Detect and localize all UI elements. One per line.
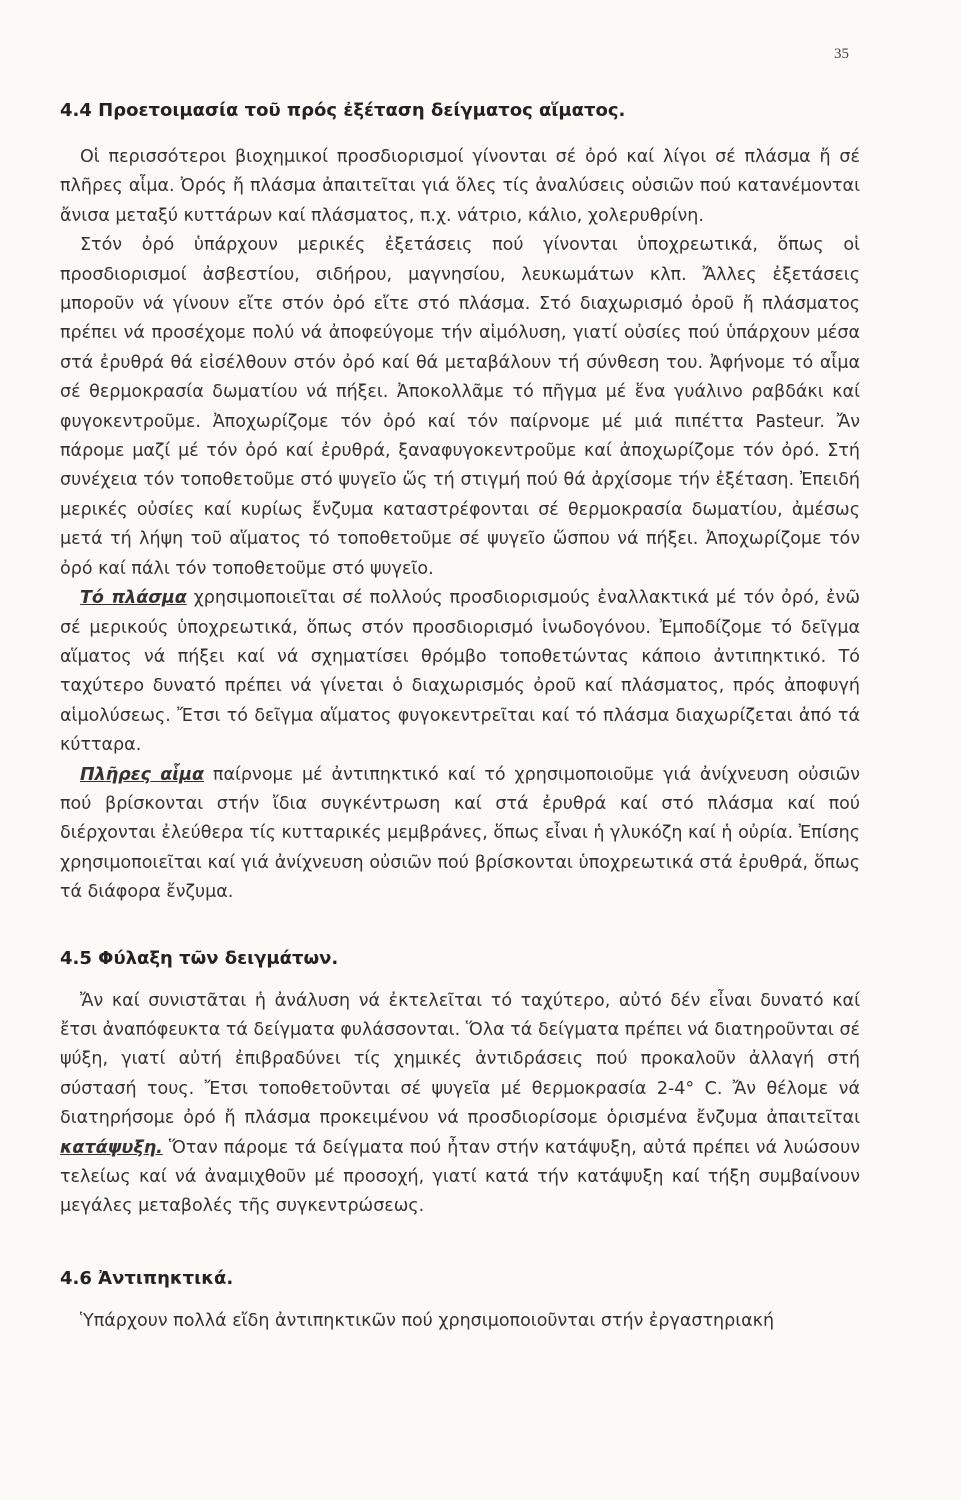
section-4-6-paragraph-1: Ὑπάρχουν πολλά εἴδη ἀντιπηκτικῶν πού χρησιμοποιοῦνται στήν ἐργαστηριακή [80,1310,775,1331]
section-4-4-paragraph-4 [60,761,860,908]
term-plasma: Τό πλάσμα [80,588,187,609]
page-content [60,100,860,1336]
paragraph-3-text: χρησιμοποιεῖται σέ πολλούς προσδιορισμούς ἐναλλακτικά μέ τόν ὀρό, ἐνῶ σέ μερικούς ὑποχρεωτικά, ὅπως στόν προσδιορισμό ἰνωδογόνου. Ἐμποδίζομε τό δεῖγμα αἵματος νά πήξει καί νά σχηματίσει θρόμβο τοποθετώντας κάποιο ἀντιπηκτικό. Τό ταχύτερο δυνατό πρέπει νά γίνεται ὁ διαχωρισμός ὀροῦ καί πλάσματος, πρός ἀποφυγή αἱμολύσεως. Ἔτσι τό δεῖγμα αἵματος φυγοκεντρεῖται καί τό πλάσμα διαχωρίζεται ἀπό τά κύτταρα. [60,588,860,756]
section-4-6-title: 4.6 Ἀντιπηκτικά. [60,1267,234,1289]
paragraph-text-b: Ὅταν πάρομε τά δείγματα πού ἦταν στήν κατάψυξη, αὐτά πρέπει νά λυώσουν τελείως καί νά ἀναμιχθοῦν μέ προσοχή, γιατί κατά τήν κατάψυξη καί τήξη συμβαίνουν μεγάλες μεταβολές τῆς συγκεντρώσεως. [60,1137,860,1217]
section-4-4-paragraph-3 [60,584,860,760]
section-4-4-paragraph-2: Στόν ὀρό ὑπάρχουν μερικές ἐξετάσεις πού γίνονται ὑποχρεωτικά, ὅπως οἱ προσδιορισμοί ἀσβεστίου, σιδήρου, μαγνησίου, λευκωμάτων κλπ. Ἄλλες ἐξετάσεις μποροῦν νά γίνουν εἴτε στόν ὀρό εἴτε στό πλάσμα. Στό διαχωρισμό ὀροῦ ἤ πλάσματος πρέπει νά προσέχομε πολύ νά ἀποφεύγομε τήν αἱμόλυση, γιατί οὐσίες πού ὑπάρχουν μέσα στά ἐρυθρά θά εἰσέλθουν στόν ὀρό καί θά μεταβάλουν τή σύνθεση του. Ἀφήνομε τό αἷμα σέ θερμοκρασία δωματίου νά πήξει. Ἀποκολλᾶμε τό πῆγμα μέ ἕνα γυάλινο ραβδάκι καί φυγοκεντροῦμε. Ἀποχωρίζομε τόν ὀρό καί τόν παίρνομε μέ μιά πιπέττα Pasteur. Ἄν πάρομε μαζί μέ τόν ὀρό καί ἐρυθρά, ξαναφυγοκεντροῦμε καί ἀποχωρίζομε τόν ὀρό. Στή συνέχεια τόν τοποθετοῦμε στό ψυγεῖο ὥς τή στιγμή πού θά ἀρχίσομε τήν ἐξέταση. Ἐπειδή μερικές οὐσίες καί κυρίως ἔνζυμα καταστρέφονται σέ θερμοκρασία δωματίου, ἀμέσως μετά τή λήψη τοῦ αἵματος τό τοποθετοῦμε σέ ψυγεῖο ὥσπου νά πήξει. Ἀποχωρίζομε τόν ὀρό καί πάλι τόν τοποθετοῦμε στό ψυγεῖο. [60,235,860,579]
paragraph-text-a: Ἄν καί συνιστᾶται ἡ ἀνάλυση νά ἐκτελεῖται τό ταχύτερο, αὐτό δέν εἶναι δυνατό καί ἔτσι ἀναπόφευκτα τά δείγματα φυλάσσονται. Ὅλα τά δείγματα πρέπει νά διατηροῦνται σέ ψύξη, γιατί αὐτή ἐπιβραδύνει τίς χημικές ἀντιδράσεις πού προκαλοῦν ἀλλαγή στή σύστασή τους. Ἔτσι τοποθετοῦνται σέ ψυγεῖα μέ θερμοκρασία 2-4° C. Ἄν θέλομε νά διατηρήσομε ὀρό ἤ πλάσμα προκειμένου νά προσδιορίσομε ὁρισμένα ἔνζυμα ἀπαιτεῖται [60,990,860,1129]
paragraph-4-text: παίρνομε μέ ἀντιπηκτικό καί τό χρησιμοποιοῦμε γιά ἀνίχνευση οὐσιῶν πού βρίσκονται στήν ἴδια συγκέντρωση καί στά ἐρυθρά καί στό πλάσμα καί πού διέρχονται ἐλεύθερα τίς κυτταρικές μεμβράνες, ὅπως εἶναι ἡ γλυκόζη καί ἡ οὐρία. Ἐπίσης χρησιμοποιεῖται καί γιά ἀνίχνευση οὐσιῶν πού βρίσκονται ὑποχρεωτικά στά ἐρυθρά, ὅπως τά διάφορα ἔνζυμα. [60,764,860,903]
section-4-4-paragraph-1: Οἱ περισσότεροι βιοχημικοί προσδιορισμοί γίνονται σέ ὀρό καί λίγοι σέ πλάσμα ἤ σέ πλῆρες αἷμα. Ὀρός ἤ πλάσμα ἀπαιτεῖται γιά ὅλες τίς ἀναλύσεις οὐσιῶν πού κατανέμονται ἄνισα μεταξύ κυττάρων καί πλάσματος, π.χ. νάτριο, κάλιο, χολερυθρίνη. [60,147,860,226]
page-number: 35 [834,46,849,62]
section-4-5-title: 4.5 Φύλαξη τῶν δειγμάτων. [60,947,339,969]
term-freezing: κατάψυξη. [60,1137,163,1158]
section-4-4-title: 4.4 Προετοιμασία τοῦ πρός ἐξέταση δείγματος αἵματος. [60,100,626,121]
section-4-5-paragraph-1 [60,987,860,1222]
term-whole-blood: Πλῆρες αἷμα [80,764,205,785]
